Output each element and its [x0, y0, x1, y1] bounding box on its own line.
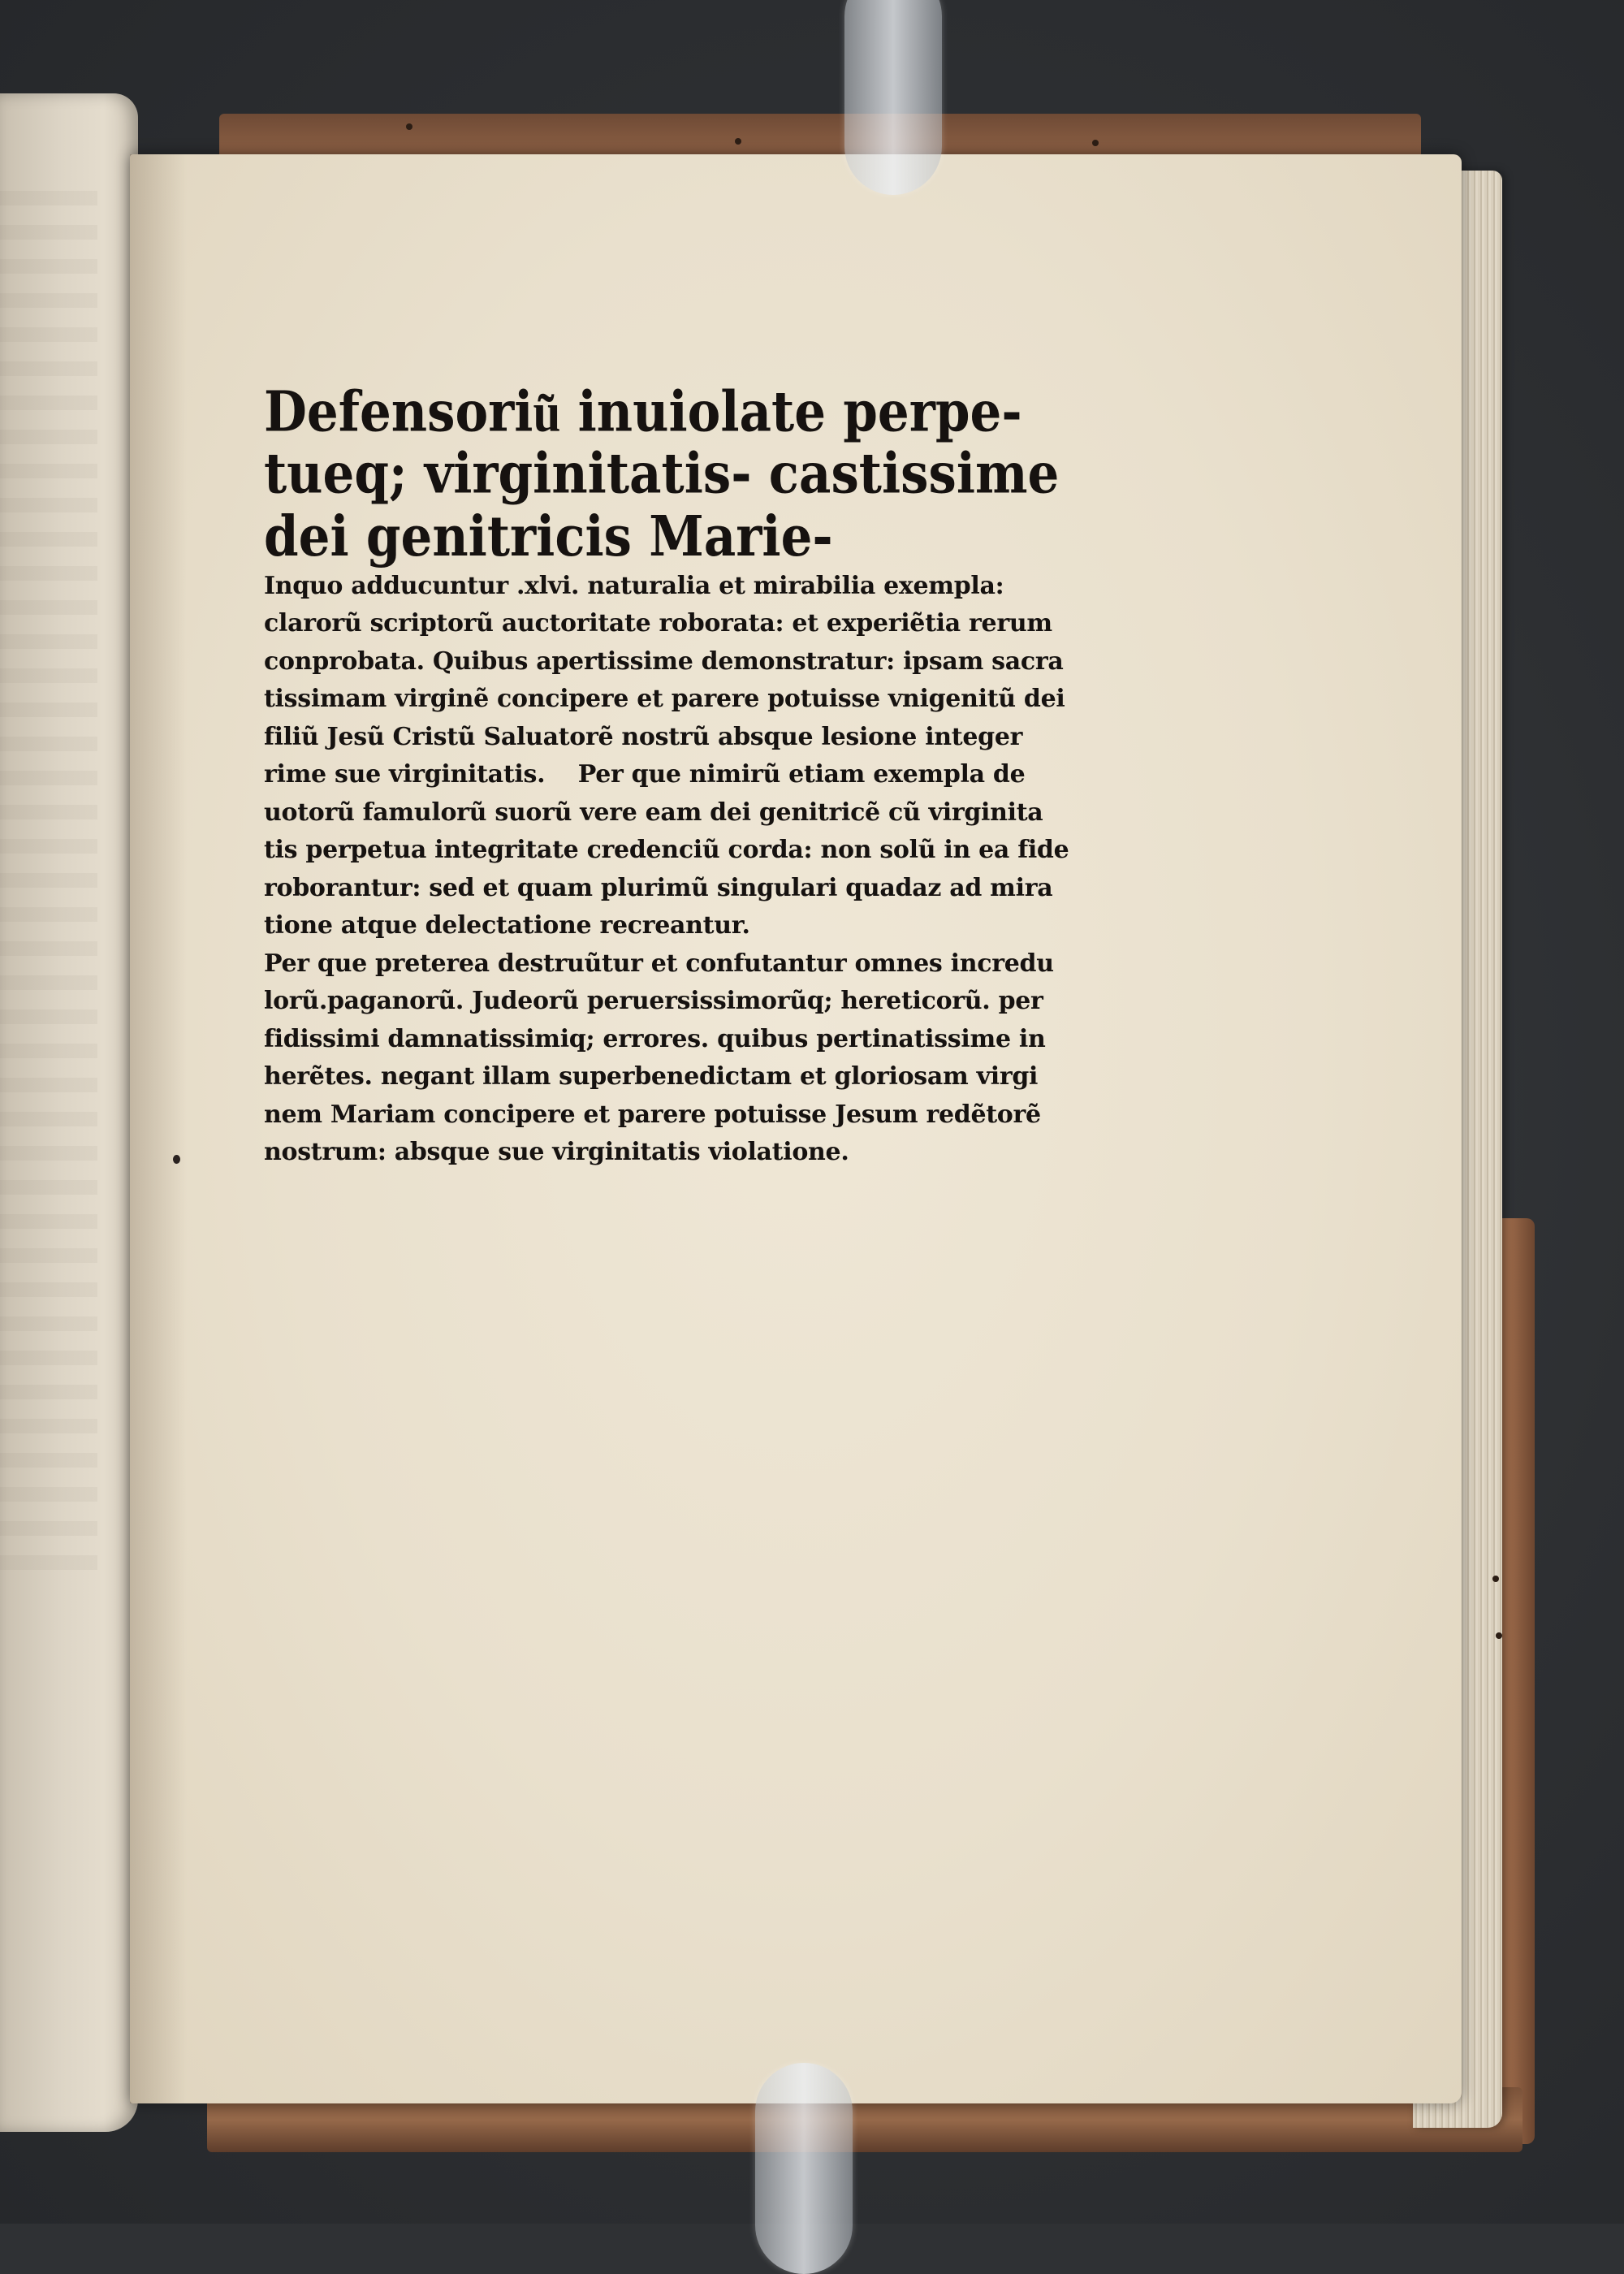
book-clamp-bottom	[755, 2063, 853, 2274]
title-line: tueq; virginitatis- castissime	[264, 442, 1060, 507]
text-line: tione atque delectatione recreantur.	[264, 911, 750, 940]
text-line: clarorũ scriptorũ auctoritate roborata: et experiẽtia rerum	[264, 609, 1052, 638]
worm-hole	[1092, 140, 1099, 146]
text-line: roborantur: sed et quam plurimũ singulari quadaz ad mira	[264, 873, 1053, 902]
text-block	[264, 379, 1112, 1172]
paragraph-2	[264, 945, 1112, 1172]
worm-hole	[1492, 1576, 1499, 1582]
text-line: tis perpetua integritate credenciũ corda: non solũ in ea fide	[264, 836, 1069, 865]
worm-hole	[735, 138, 741, 145]
title-line: Defensoriu͂ inuiolate perpe-	[264, 379, 1022, 445]
margin-mark	[173, 1155, 180, 1164]
text-line: tissimam virginẽ concipere et parere potuisse vnigenitũ dei	[264, 685, 1065, 714]
text-line: uotorũ famulorũ suorũ vere eam dei genitricẽ cũ virginita	[264, 798, 1043, 827]
text-line: lorũ.paganorũ. Judeorũ peruersissimorũq; hereticorũ. per	[264, 987, 1043, 1016]
title-line: dei genitricis Marie-	[264, 504, 833, 569]
text-line: nem Mariam concipere et parere potuisse Jesum redẽtorẽ	[264, 1100, 1041, 1129]
text-line: fidissimi damnatissimiq; errores. quibus pertinatissime in	[264, 1024, 1046, 1053]
text-line: herẽtes. negant illam superbenedictam et gloriosam virgi	[264, 1062, 1039, 1092]
text-line: filiũ Jesũ Cristũ Saluatorẽ nostrũ absque lesione integer	[264, 722, 1023, 751]
paragraph-1	[264, 568, 1112, 945]
facing-page-show-through	[0, 191, 97, 1571]
text-line: nostrum: absque sue virginitatis violatione.	[264, 1138, 849, 1167]
text-line: Per que preterea destruũtur et confutantur omnes incredu	[264, 949, 1054, 978]
facing-page-left	[0, 93, 138, 2132]
text-line: rime sue virginitatis. Per que nimirũ etiam exempla de	[264, 760, 1026, 789]
text-line: Inquo adducuntur .xlvi. naturalia et mirabilia exempla:	[264, 571, 1004, 600]
worm-hole	[406, 123, 412, 130]
book-clamp-top	[844, 0, 942, 195]
worm-hole	[1496, 1632, 1502, 1639]
text-line: conprobata. Quibus apertissime demonstratur: ipsam sacra	[264, 646, 1064, 676]
page-title	[264, 379, 1112, 569]
